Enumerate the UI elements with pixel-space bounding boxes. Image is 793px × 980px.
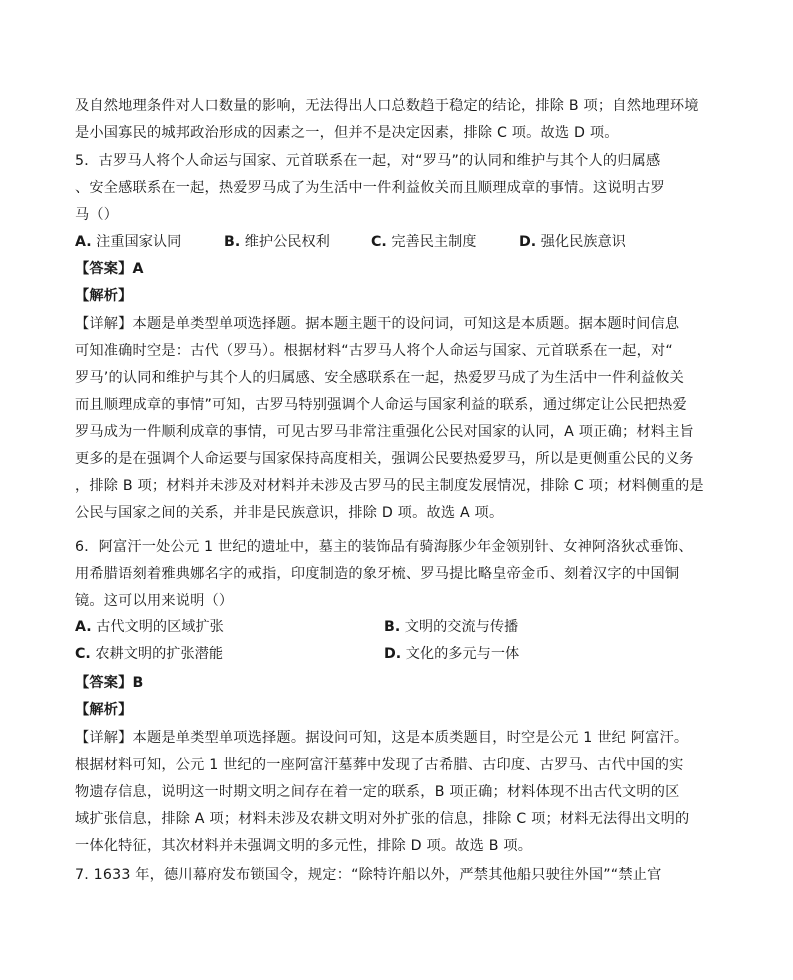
option-b bbox=[384, 617, 518, 637]
option-key: A. bbox=[75, 619, 92, 635]
option-a bbox=[75, 617, 224, 637]
option-c bbox=[75, 644, 223, 664]
option-d bbox=[519, 232, 626, 252]
option-a bbox=[75, 232, 181, 252]
option-text: 文化的多元与一体 bbox=[405, 646, 520, 662]
detail-line: ，排除 B 项；材料并未涉及对材料并未涉及古罗马的民主制度发展情况，排除 C 项；材料侧重的是 bbox=[75, 478, 704, 494]
detail-line: 【详解】本题是单类型单项选择题。据本题主题干的设问词，可知这是本质题。据本题时间信息 bbox=[75, 316, 680, 332]
option-text: 注重国家认同 bbox=[96, 234, 182, 250]
option-key: D. bbox=[384, 646, 402, 662]
detail-line: 公民与国家之间的关系，并非是民族意识，排除 D 项。故选 A 项。 bbox=[75, 505, 504, 521]
option-d bbox=[384, 644, 519, 664]
detail-line: 根据材料可知，公元 1 世纪的一座阿富汗墓葬中发现了古希腊、古印度、古罗马、古代中国的实 bbox=[75, 757, 684, 773]
detail-line: 域扩张信息，排除 A 项；材料未涉及农耕文明对外扩张的信息，排除 C 项；材料无法得出文明的 bbox=[75, 811, 690, 827]
option-text: 完善民主制度 bbox=[391, 234, 477, 250]
detail-line: 【详解】本题是单类型单项选择题。据设问可知，这是本质类题目，时空是公元 1 世纪 阿富汗。 bbox=[75, 730, 689, 746]
option-c bbox=[371, 232, 476, 252]
detail-line: 物遗存信息，说明这一时期文明之间存在着一定的联系，B 项正确；材料体现不出古代文明的区 bbox=[75, 784, 680, 800]
option-text: 强化民族意识 bbox=[540, 234, 626, 250]
option-key: A. bbox=[75, 234, 92, 250]
option-text: 维护公民权利 bbox=[244, 234, 330, 250]
detail-line: 而且顺理成章的事情”可知，古罗马特别强调个人命运与国家利益的联系，通过绑定让公民把热爱 bbox=[75, 397, 687, 413]
analysis-label: 【解析】 bbox=[75, 702, 133, 718]
text-line: 是小国寡民的城邦政治形成的因素之一，但并不是决定因素，排除 C 项。故选 D 项。 bbox=[75, 125, 619, 141]
detail-line: 罗马成为一件顺利成章的事情，可见古罗马非常注重强化公民对国家的认同，A 项正确；材料主旨 bbox=[75, 424, 694, 440]
option-text: 文明的交流与传播 bbox=[404, 619, 519, 635]
option-text: 古代文明的区域扩张 bbox=[96, 619, 224, 635]
question-5-stem: 、安全感联系在一起，热爱罗马成了为生活中一件利益攸关而且顺理成章的事情。这说明古罗 bbox=[75, 180, 665, 196]
answer-label: 【答案】A bbox=[75, 261, 144, 277]
detail-line: 可知准确时空是：古代（罗马）。根据材料“古罗马人将个人命运与国家、元首联系在一起，对“ bbox=[75, 343, 673, 359]
option-key: B. bbox=[224, 234, 241, 250]
text-line: 及自然地理条件对人口数量的影响，无法得出人口总数趋于稳定的结论，排除 B 项；自然地理环境 bbox=[75, 98, 699, 114]
detail-line: 更多的是在强调个人命运要与国家保持高度相关，强调公民要热爱罗马，所以是更侧重公民的义务 bbox=[75, 451, 694, 467]
question-7-stem: 7. 1633 年，德川幕府发布锁国令，规定：“除特许船以外，严禁其他船只驶往外国”“禁止官 bbox=[75, 867, 662, 883]
question-5-stem: 5．古罗马人将个人命运与国家、元首联系在一起，对“罗马”的认同和维护与其个人的归属感 bbox=[75, 153, 661, 169]
question-6-stem: 镜。这可以用来说明（） bbox=[75, 593, 234, 609]
option-text: 农耕文明的扩张潜能 bbox=[95, 646, 224, 662]
question-6-stem: 6．阿富汗一处公元 1 世纪的遗址中，墓主的装饰品有骑海豚少年金领别针、女神阿洛狄忒垂饰、 bbox=[75, 539, 693, 555]
answer-label: 【答案】B bbox=[75, 675, 144, 691]
option-b bbox=[224, 232, 330, 252]
option-key: C. bbox=[371, 234, 387, 250]
detail-line: 一体化特征，其次材料并未强调文明的多元性，排除 D 项。故选 B 项。 bbox=[75, 838, 533, 854]
analysis-label: 【解析】 bbox=[75, 288, 133, 304]
option-key: D. bbox=[519, 234, 537, 250]
option-key: C. bbox=[75, 646, 91, 662]
detail-line: 罗马’的认同和维护与其个人的归属感、安全感联系在一起，热爱罗马成了为生活中一件利益攸关 bbox=[75, 370, 684, 386]
question-5-stem: 马（） bbox=[75, 207, 119, 223]
option-key: B. bbox=[384, 619, 401, 635]
question-6-stem: 用希腊语刻着雅典娜名字的戒指，印度制造的象牙梳、罗马提比略皇帝金币、刻着汉字的中国铜 bbox=[75, 566, 680, 582]
